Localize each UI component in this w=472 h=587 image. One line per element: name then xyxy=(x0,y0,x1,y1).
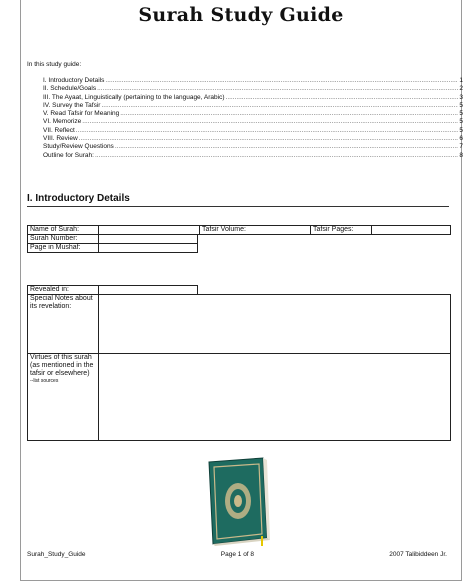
toc-entry[interactable]: I. Introductory Details ..... 1 xyxy=(43,77,463,85)
virtues-field[interactable] xyxy=(99,354,451,441)
toc-entry[interactable]: VI. Memorize ..... 5 xyxy=(43,118,463,126)
toc-entry[interactable]: III. The Ayaat, Linguistically (pertaining to the language, Arabic) ..... 3 xyxy=(43,94,463,102)
document-page xyxy=(20,0,462,581)
quran-book-image xyxy=(203,456,271,548)
section-heading: I. Introductory Details xyxy=(27,193,449,207)
page-footer xyxy=(27,551,447,558)
tafsir-volume-label: Tafsir Volume: xyxy=(200,226,311,235)
table-of-contents xyxy=(43,77,463,160)
toc-entry[interactable]: Outline for Surah: ..... 8 xyxy=(43,152,463,160)
surah-number-label: Surah Number: xyxy=(28,235,99,244)
surah-number-field[interactable] xyxy=(99,235,198,244)
list-sources-note: --list sources xyxy=(30,378,59,384)
toc-entry[interactable]: II. Schedule/Goals ..... 2 xyxy=(43,85,463,93)
virtues-label: Virtues of this surah (as mentioned in the tafsir or elsewhere) xyxy=(30,354,94,377)
toc-entry[interactable]: VIII. Review ..... 6 xyxy=(43,135,463,143)
special-notes-label: Special Notes about its revelation: xyxy=(28,295,99,354)
toc-entry[interactable]: Study/Review Questions ..... 7 xyxy=(43,143,463,151)
page-in-mushaf-label: Page in Mushaf: xyxy=(28,244,99,253)
footer-filename: Surah_Study_Guide xyxy=(27,551,86,558)
toc-entry[interactable]: IV. Survey the Tafsir ..... 5 xyxy=(43,102,463,110)
revealed-in-label: Revealed in: xyxy=(28,286,99,295)
tafsir-pages-label: Tafsir Pages: xyxy=(311,226,372,235)
footer-page-number: Page 1 of 8 xyxy=(220,551,255,558)
footer-author: 2007 Talibiddeen Jr. xyxy=(389,551,447,558)
name-of-surah-label: Name of Surah: xyxy=(28,226,99,235)
surah-number-table xyxy=(27,234,198,253)
page-in-mushaf-field[interactable] xyxy=(99,244,198,253)
virtues-label-cell xyxy=(28,354,99,441)
document-title: Surah Study Guide xyxy=(138,4,344,26)
toc-entry[interactable]: VII. Reflect ..... 5 xyxy=(43,127,463,135)
tafsir-pages-field[interactable] xyxy=(372,226,451,235)
special-notes-field[interactable] xyxy=(99,295,451,354)
toc-intro: In this study guide: xyxy=(27,61,82,68)
toc-entry[interactable]: V. Read Tafsir for Meaning ..... 5 xyxy=(43,110,463,118)
notes-table xyxy=(27,294,451,441)
